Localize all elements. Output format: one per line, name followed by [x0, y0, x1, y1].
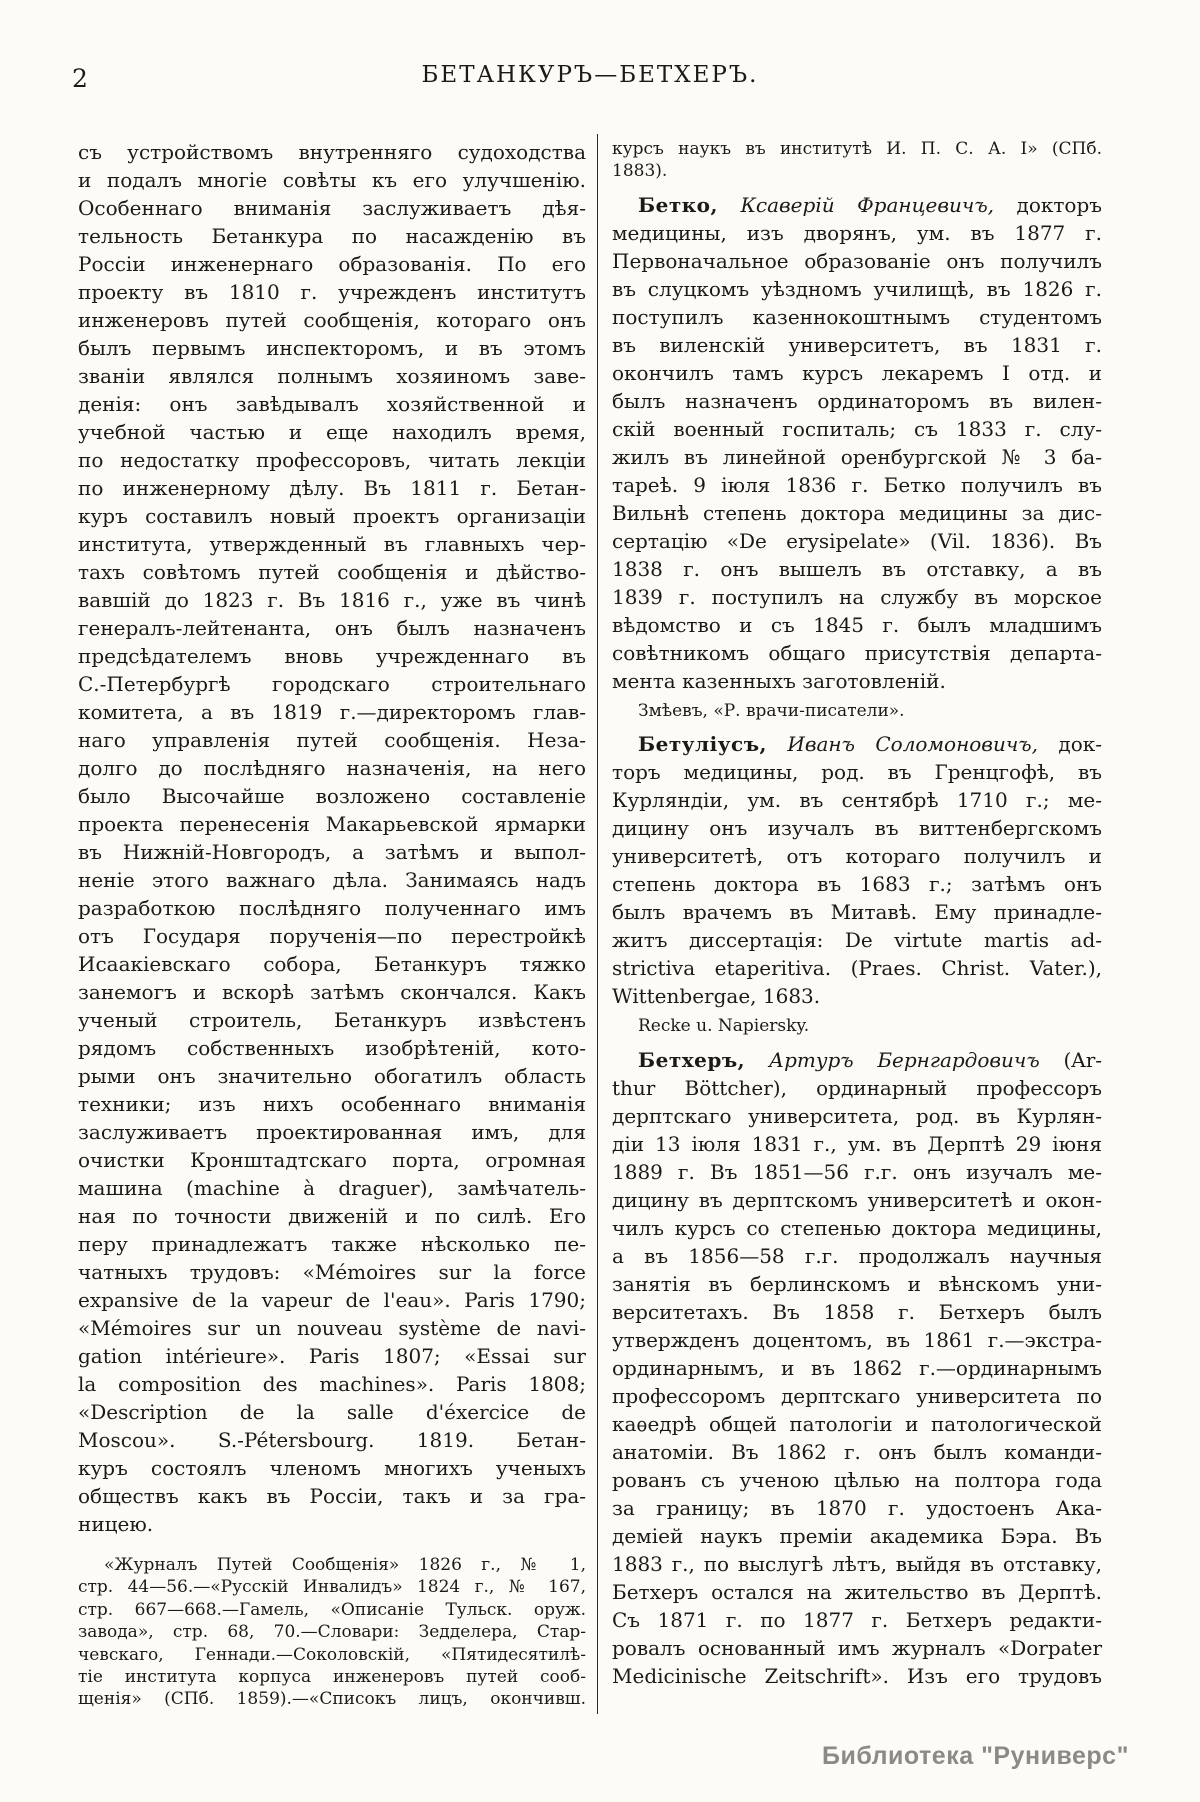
text-line: Первоначальное образованіе онъ получилъ — [612, 248, 1102, 273]
text-line: ровалъ основанный имъ журналъ «Dorpater — [612, 1635, 1102, 1660]
text-line: обществъ какъ въ Россіи, такъ и за гра- — [78, 1484, 586, 1508]
text-line: медицины, изъ дворянъ, ум. въ 1877 г. — [612, 220, 1102, 245]
text-line: степень доктора въ 1683 г.; затѣмъ онъ — [612, 872, 1102, 897]
text-line: strictiva etaperitiva. (Praes. Christ. Vater.), — [612, 956, 1102, 981]
entry-betko — [612, 191, 1102, 695]
betancourt-article-continuation — [78, 138, 586, 1538]
text-line: отъ Государя порученія—по перестройкѣ — [78, 924, 586, 948]
text-line: «Mémoires sur un nouveau système de navi- — [78, 1316, 586, 1340]
text-line: 1883 г., по выслугѣ лѣтъ, выйдя въ отставку, — [612, 1551, 1102, 1576]
text-line: жилъ въ линейной оренбургской № 3 ба- — [612, 444, 1102, 469]
entry-person-name: Ксаверій Францевичъ, — [740, 192, 995, 217]
text-line: генералъ-лейтенанта, онъ былъ назначенъ — [78, 616, 586, 640]
text-line: деміей наукъ преміи академика Бэра. Въ — [612, 1523, 1102, 1548]
text-line: куръ состоялъ членомъ многихъ ученыхъ — [78, 1456, 586, 1480]
text-line: gation intérieure». Paris 1807; «Essai sur — [78, 1344, 586, 1368]
text-line: совѣтникомъ общаго присутствія департа- — [612, 640, 1102, 665]
text-line: Moscou». S.-Pétersbourg. 1819. Бетан- — [78, 1428, 586, 1452]
text-line: неніе этого важнаго дѣла. Занимаясь надъ — [78, 868, 586, 892]
text-line: денія: онъ завѣдывалъ хозяйственной и — [78, 392, 586, 416]
betancourt-bibliography — [78, 1554, 586, 1711]
text-line: 1838 г. онъ вышелъ въ отставку, а въ — [612, 556, 1102, 581]
text-line: комитета, а въ 1819 г.—директоромъ глав- — [78, 700, 586, 724]
text-line: стр. 44—56.—«Русскій Инвалидъ» 1824 г., № 167, — [78, 1577, 586, 1598]
text-line: долго до послѣдняго назначенія, на него — [78, 756, 586, 780]
text-line: чилъ курсъ со степенью доктора медицины, — [612, 1215, 1102, 1240]
text-line: предсѣдателемъ вновь учрежденнаго въ — [78, 644, 586, 668]
text-line: завода», стр. 68, 70.—Словари: Зедделера, Стар- — [78, 1622, 586, 1643]
text-line: куръ составилъ новый проектъ организаціи — [78, 504, 586, 528]
text-line: было Высочайше возложено составленіе — [78, 784, 586, 808]
text-line: по недостатку профессоровъ, читать лекціи — [78, 448, 586, 472]
column-divider-rule — [597, 134, 598, 1714]
betko-citation — [612, 700, 1102, 722]
text-line: дицину онъ изучалъ въ виттенбергскомъ — [612, 816, 1102, 841]
page-number: 2 — [72, 64, 88, 93]
text-line: Особеннаго вниманія заслуживаетъ дѣя- — [78, 196, 586, 220]
text-line: въ слуцкомъ уѣздномъ училищѣ, въ 1826 г. — [612, 276, 1102, 301]
text-line: и подалъ многіе совѣты къ его улучшенію. — [78, 168, 586, 192]
text-line: «Description de la salle d'éxercice de — [78, 1400, 586, 1424]
text-line: Бетхеръ остался на жительство въ Дерптѣ. — [612, 1579, 1102, 1604]
entry-person-name: Иванъ Соломоновичъ, — [787, 732, 1038, 757]
text-line: занятія въ берлинскомъ и вѣнскомъ уни- — [612, 1271, 1102, 1296]
entry-headword: Бетхеръ, — [638, 1047, 746, 1072]
text-line: учебной частью и еще находилъ время, — [78, 420, 586, 444]
text-line: университетѣ, отъ котораго получилъ и — [612, 844, 1102, 869]
entry-betcher — [612, 1046, 1102, 1690]
text-line — [612, 1046, 1102, 1074]
text-line: Medicinische Zeitschrift». Изъ его трудовъ — [612, 1663, 1102, 1688]
text-line: expansive de la vapeur de l'eau». Paris 1790; — [78, 1288, 586, 1312]
text-line: ницею. — [78, 1512, 154, 1536]
text-line: а въ 1856—58 г.г. продолжалъ научныя — [612, 1243, 1102, 1268]
text-segment — [767, 732, 787, 756]
text-line: thur Böttcher), ординарный профессоръ — [612, 1075, 1102, 1100]
text-line: 1883). — [612, 161, 668, 182]
text-line: діи 13 іюля 1831 г., ум. въ Дерптѣ 29 іюня — [612, 1131, 1102, 1156]
text-line: въ виленскій университетъ, въ 1831 г. — [612, 332, 1102, 357]
text-line: ординарнымъ, и въ 1862 г.—ординарнымъ — [612, 1355, 1102, 1380]
text-line: Wittenbergae, 1683. — [612, 984, 821, 1009]
text-line: дицину въ дерптскомъ университетѣ и окон- — [612, 1187, 1102, 1212]
entry-person-name: Артуръ Бернгардовичъ — [768, 1047, 1040, 1072]
text-line: былъ назначенъ ординаторомъ въ вилен- — [612, 388, 1102, 413]
text-line: былъ врачемъ въ Митавѣ. Ему принадле- — [612, 900, 1102, 925]
text-line: Съ 1871 г. по 1877 г. Бетхеръ редакти- — [612, 1607, 1102, 1632]
text-line: Исаакіевскаго собора, Бетанкуръ тяжко — [78, 952, 586, 976]
text-line: тареѣ. 9 іюля 1836 г. Бетко получилъ въ — [612, 472, 1102, 497]
entry-headword: Бетуліусъ, — [638, 732, 767, 757]
running-head: БЕТАНКУРЪ—БЕТХЕРЪ. — [421, 62, 759, 88]
text-line: вѣдомство и съ 1845 г. былъ младшимъ — [612, 612, 1102, 637]
text-line: утвержденъ доцентомъ, въ 1861 г.—экстра- — [612, 1327, 1102, 1352]
text-line: сертацію «De erysipelate» (Vil. 1836). Въ — [612, 528, 1102, 553]
text-line: окончилъ тамъ курсъ лекаремъ I отд. и — [612, 360, 1102, 385]
text-line: ная по точности движеній и по силѣ. Его — [78, 1204, 586, 1228]
text-line: рядомъ собственныхъ изобрѣтеній, кото- — [78, 1036, 586, 1060]
text-line: вавшій до 1823 г. Въ 1816 г., уже въ чинѣ — [78, 588, 586, 612]
text-line: тахъ совѣтомъ путей сообщенія и дѣйство- — [78, 560, 586, 584]
text-segment — [718, 193, 740, 217]
text-line: С.-Петербургѣ городскаго строительнаго — [78, 672, 586, 696]
text-line: ученый строитель, Бетанкуръ извѣстенъ — [78, 1008, 586, 1032]
text-line: la composition des machines». Paris 1808; — [78, 1372, 586, 1396]
text-line: Курляндіи, ум. въ сентябрѣ 1710 г.; ме- — [612, 788, 1102, 813]
text-line: инженеровъ путей сообщенія, котораго онъ — [78, 308, 586, 332]
text-segment: (Ar- — [1039, 1047, 1103, 1072]
text-line: очистки Кронштадтскаго порта, огромная — [78, 1148, 586, 1172]
text-line: торъ медицины, род. въ Гренцгофѣ, въ — [612, 760, 1102, 785]
text-line: званіи являлся полнымъ хозяиномъ заве- — [78, 364, 586, 388]
bibliography-continuation — [612, 138, 1102, 183]
library-watermark: Библиотека "Руниверс" — [822, 1742, 1129, 1770]
text-line: стр. 667—668.—Гамель, «Описаніе Тульск. оруж. — [78, 1599, 586, 1620]
text-line: Recke u. Napiersky. — [638, 1016, 810, 1037]
text-line: дерптскаго университета, род. въ Курлян- — [612, 1103, 1102, 1128]
text-line: проекту въ 1810 г. учрежденъ институтъ — [78, 280, 586, 304]
text-line: тіе института корпуса инженеровъ путей сооб- — [78, 1667, 586, 1688]
text-line: машина (machine à draguer), замѣчатель- — [78, 1176, 586, 1200]
text-line: по инженерному дѣлу. Въ 1811 г. Бетан- — [78, 476, 586, 500]
text-line: анатоміи. Въ 1862 г. онъ былъ команди- — [612, 1439, 1102, 1464]
text-line: «Журналъ Путей Сообщенія» 1826 г., № 1, — [104, 1555, 586, 1575]
text-line: рыми онъ значительно обогатилъ область — [78, 1064, 586, 1088]
text-line: чатныхъ трудовъ: «Mémoires sur la force — [78, 1260, 586, 1284]
text-line: съ устройствомъ внутренняго судоходства — [78, 140, 586, 164]
text-line: разработкою послѣдняго полученнаго имъ — [78, 896, 586, 920]
text-line: курсъ наукъ въ институтѣ И. П. С. А. I» (СПб. — [612, 139, 1102, 159]
text-line — [612, 191, 1102, 219]
text-line: Змѣевъ, «Р. врачи-писатели». — [638, 700, 905, 721]
text-line: института, утвержденный въ главныхъ чер- — [78, 532, 586, 556]
text-line: профессоромъ дерптскаго университета по — [612, 1383, 1102, 1408]
betulius-citation — [612, 1015, 1102, 1037]
text-line: перу принадлежатъ также нѣсколько пе- — [78, 1232, 586, 1256]
text-line: за границу; въ 1870 г. удостоенъ Ака- — [612, 1495, 1102, 1520]
text-line: техники; изъ нихъ особеннаго вниманія — [78, 1092, 586, 1116]
text-line: былъ первымъ инспекторомъ, и въ этомъ — [78, 336, 586, 360]
text-line: поступилъ казеннокоштнымъ студентомъ — [612, 304, 1102, 329]
left-column — [78, 138, 586, 1711]
entry-betulius — [612, 730, 1102, 1010]
text-segment — [745, 1048, 769, 1072]
text-line: Вильнѣ степень доктора медицины за дис- — [612, 500, 1102, 525]
text-line: щенія» (СПб. 1859).—«Списокъ лицъ, окончивш. — [78, 1689, 586, 1710]
text-line: верситетахъ. Въ 1858 г. Бетхеръ былъ — [612, 1299, 1102, 1324]
text-line: тельность Бетанкура по насажденію въ — [78, 224, 586, 248]
text-line: житъ диссертація: De virtute martis ad- — [612, 928, 1102, 953]
entry-headword: Бетко, — [638, 192, 718, 217]
text-segment: докторъ — [994, 192, 1102, 217]
text-line: скій военный госпиталь; съ 1833 г. слу- — [612, 416, 1102, 441]
text-line: каѳедрѣ общей патологіи и патологической — [612, 1411, 1102, 1436]
right-column — [612, 138, 1102, 1690]
text-line: 1839 г. поступилъ на службу въ морское — [612, 584, 1102, 609]
text-line: заслуживаетъ проектированная имъ, для — [78, 1120, 586, 1144]
text-line — [612, 730, 1102, 758]
text-line: 1889 г. Въ 1851—56 г.г. онъ изучалъ ме- — [612, 1159, 1102, 1184]
text-segment: док- — [1037, 732, 1102, 757]
text-line: Россіи инженернаго образованія. По его — [78, 252, 586, 276]
text-line: рованъ съ ученою цѣлью на полтора года — [612, 1467, 1102, 1492]
text-line: въ Нижній-Новгородъ, а затѣмъ и выпол- — [78, 840, 586, 864]
text-line: проекта перенесенія Макарьевской ярмарки — [78, 812, 586, 836]
text-line: занемогъ и вскорѣ затѣмъ скончался. Какъ — [78, 980, 586, 1004]
text-line: чевскаго, Геннади.—Соколовскій, «Пятидесятилѣ- — [78, 1644, 586, 1665]
text-line: наго управленія путей сообщенія. Неза- — [78, 728, 586, 752]
text-line: мента казенныхъ заготовленій. — [612, 668, 946, 693]
